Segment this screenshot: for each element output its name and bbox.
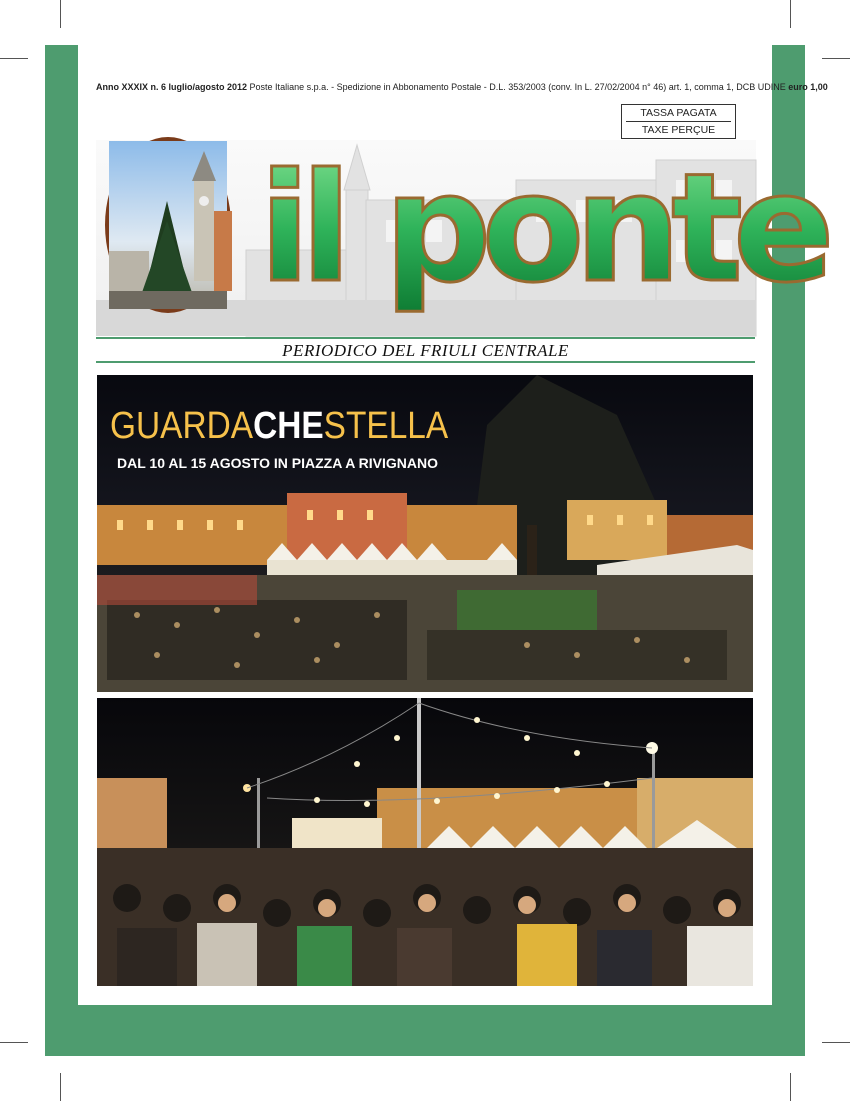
price: euro 1,00 (788, 82, 828, 92)
tax-paid-line2: TAXE PERÇUE (641, 124, 716, 136)
headline-che: CHE (253, 405, 324, 447)
event-dates: DAL 10 AL 15 AGOSTO IN PIAZZA A RIVIGNANO (117, 455, 439, 471)
crowd-photo-bottom (97, 698, 753, 986)
tower-scene (109, 141, 227, 309)
crop-mark (790, 1073, 791, 1101)
crop-mark (0, 1042, 28, 1043)
headline-guarda: GUARDA (110, 405, 254, 447)
postal-notice: Poste Italiane s.p.a. - Spedizione in Abbonamento Postale - D.L. 353/2003 (conv. In L. 27/02/2004 n° 46) art. 1, comma 1, DCB UDINE (249, 82, 786, 92)
crop-mark (822, 1042, 850, 1043)
crop-mark (60, 1073, 61, 1101)
periodical-subtitle: PERIODICO DEL FRIULI CENTRALE (282, 341, 569, 360)
divider-top (96, 337, 755, 339)
il-ponte-logo (255, 142, 825, 320)
logo-text: il ponte (259, 142, 825, 316)
tax-paid-line1: TASSA PAGATA (640, 107, 717, 119)
issue-number: Anno XXXIX n. 6 luglio/agosto 2012 (96, 82, 248, 92)
issue-info-line (96, 82, 828, 96)
crop-mark (60, 0, 61, 28)
crop-mark (822, 58, 850, 59)
headline-stella: STELLA (323, 405, 449, 447)
crop-mark (790, 0, 791, 28)
tax-paid-box (621, 104, 736, 139)
church-tower-photo (105, 137, 231, 313)
piazza-photo-top (97, 375, 753, 692)
event-headline (110, 405, 448, 448)
crowd-scene (97, 698, 753, 986)
divider-bottom (96, 361, 755, 363)
crop-mark (0, 58, 28, 59)
